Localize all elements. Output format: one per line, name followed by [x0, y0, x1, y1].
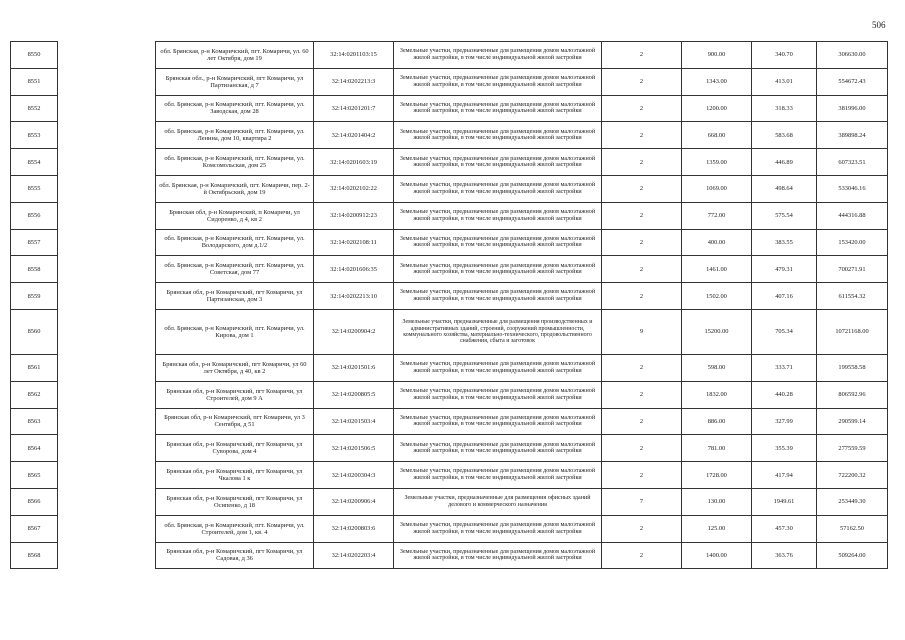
land-use-cell: Земельные участки, предназначенные для размещения домов малоэтажной жилой застройки, в том числе индивидуальной жилой застройки — [394, 542, 602, 569]
row-number-cell: 8551 — [11, 68, 58, 95]
cadastral-value-cell: 153420.00 — [817, 229, 888, 256]
spacer-cell — [58, 202, 156, 229]
spacer-cell — [58, 283, 156, 310]
land-use-cell: Земельные участки, предназначенные для размещения домов малоэтажной жилой застройки, в том числе индивидуальной жилой застройки — [394, 149, 602, 176]
table-row — [11, 202, 888, 229]
group-number-cell: 2 — [602, 202, 682, 229]
row-number-cell: 8550 — [11, 42, 58, 69]
land-use-cell: Земельные участки, предназначенные для размещения домов малоэтажной жилой застройки, в том числе индивидуальной жилой застройки — [394, 95, 602, 122]
cadastral-number-cell: 32:14:0201603:19 — [314, 149, 394, 176]
area-cell: 15200.00 — [682, 309, 752, 354]
address-cell: Брянская обл, р-н Комаричский, пгт Комаричи, ул Партизанская, дом 3 — [156, 283, 314, 310]
specific-value-cell: 705.34 — [752, 309, 817, 354]
address-cell: обл. Брянская, р-н Комаричский, пгт. Комаричи, пер. 2-й Октябрьский, дом 19 — [156, 175, 314, 202]
cadastral-number-cell: 32:14:0201501:6 — [314, 354, 394, 381]
group-number-cell: 2 — [602, 149, 682, 176]
land-use-cell: Земельные участки, предназначенные для размещения домов малоэтажной жилой застройки, в том числе индивидуальной жилой застройки — [394, 256, 602, 283]
address-cell: обл. Брянская, р-н Комаричский, пгт. Комаричи, ул. Кирова, дом 1 — [156, 309, 314, 354]
land-use-cell: Земельные участки, предназначенные для размещения домов малоэтажной жилой застройки, в том числе индивидуальной жилой застройки — [394, 122, 602, 149]
group-number-cell: 2 — [602, 229, 682, 256]
cadastral-number-cell: 32:14:0200803:6 — [314, 515, 394, 542]
cadastral-value-cell: 389898.24 — [817, 122, 888, 149]
page-number: 506 — [872, 20, 886, 30]
table-row — [11, 256, 888, 283]
table-row — [11, 354, 888, 381]
cadastral-number-cell: 32:14:0200904:2 — [314, 309, 394, 354]
cadastral-number-cell: 32:14:0202102:22 — [314, 175, 394, 202]
group-number-cell: 2 — [602, 435, 682, 462]
land-use-cell: Земельные участки, предназначенные для размещения домов малоэтажной жилой застройки, в том числе индивидуальной жилой застройки — [394, 283, 602, 310]
row-number-cell: 8558 — [11, 256, 58, 283]
row-number-cell: 8556 — [11, 202, 58, 229]
table-row — [11, 42, 888, 69]
land-use-cell: Земельные участки, предназначенные для размещения домов малоэтажной жилой застройки, в том числе индивидуальной жилой застройки — [394, 435, 602, 462]
group-number-cell: 2 — [602, 68, 682, 95]
cadastral-number-cell: 32:14:0200906:4 — [314, 488, 394, 515]
row-number-cell: 8562 — [11, 381, 58, 408]
row-number-cell: 8564 — [11, 435, 58, 462]
address-cell: Брянская обл, р-н Комаричский, пгт Комаричи, ул Чкалова 1 к — [156, 462, 314, 489]
address-cell: обл. Брянская, р-н Комаричский, пгт. Комаричи, ул. Заводская, дом 28 — [156, 95, 314, 122]
address-cell: обл. Брянская, р-н Комаричский, пгт. Комаричи, ул. 60 лет Октября, дом 19 — [156, 42, 314, 69]
row-number-cell: 8557 — [11, 229, 58, 256]
area-cell: 1400.00 — [682, 542, 752, 569]
spacer-cell — [58, 435, 156, 462]
cadastral-value-cell: 611554.32 — [817, 283, 888, 310]
row-number-cell: 8555 — [11, 175, 58, 202]
table-row — [11, 175, 888, 202]
specific-value-cell: 383.55 — [752, 229, 817, 256]
row-number-cell: 8554 — [11, 149, 58, 176]
specific-value-cell: 479.31 — [752, 256, 817, 283]
area-cell: 130.00 — [682, 488, 752, 515]
land-use-cell: Земельные участки, предназначенные для размещения домов малоэтажной жилой застройки, в том числе индивидуальной жилой застройки — [394, 175, 602, 202]
group-number-cell: 2 — [602, 408, 682, 435]
specific-value-cell: 575.54 — [752, 202, 817, 229]
address-cell: Брянская обл, р-н Комаричский, пгт Комаричи, ул Садовая, д 36 — [156, 542, 314, 569]
spacer-cell — [58, 175, 156, 202]
cadastral-number-cell: 32:14:0200304:3 — [314, 462, 394, 489]
table-row — [11, 408, 888, 435]
row-number-cell: 8563 — [11, 408, 58, 435]
cadastral-value-cell: 554672.43 — [817, 68, 888, 95]
cadastral-number-cell: 32:14:0201503:4 — [314, 408, 394, 435]
land-use-cell: Земельные участки, предназначенные для размещения домов малоэтажной жилой застройки, в том числе индивидуальной жилой застройки — [394, 408, 602, 435]
area-cell: 1343.00 — [682, 68, 752, 95]
land-use-cell: Земельные участки, предназначенные для размещения производственных и административных зданий, строений, сооружений промышленности, коммунального хозяйства, материально-технического, продовольственного снабжения, сбыта и заготовок — [394, 309, 602, 354]
area-cell: 772.00 — [682, 202, 752, 229]
spacer-cell — [58, 309, 156, 354]
group-number-cell: 2 — [602, 95, 682, 122]
table-row — [11, 229, 888, 256]
cadastral-value-cell: 700271.91 — [817, 256, 888, 283]
spacer-cell — [58, 42, 156, 69]
address-cell: Брянская обл, р-н Комаричский, пгт Комаричи, ул Осипенко, д 18 — [156, 488, 314, 515]
cadastral-value-cell: 253449.30 — [817, 488, 888, 515]
spacer-cell — [58, 542, 156, 569]
area-cell: 886.00 — [682, 408, 752, 435]
address-cell: Брянская обл, р-н Комаричский, пгт Комаричи, ул Строителей, дом 9 А — [156, 381, 314, 408]
cadastral-value-cell: 806592.96 — [817, 381, 888, 408]
spacer-cell — [58, 408, 156, 435]
land-use-cell: Земельные участки, предназначенные для размещения офисных зданий делового и коммерческого назначения — [394, 488, 602, 515]
address-cell: обл. Брянская, р-н Комаричский, пгт. Комаричи, ул. Строителей, дом 1, кв. 4 — [156, 515, 314, 542]
area-cell: 598.00 — [682, 354, 752, 381]
row-number-cell: 8552 — [11, 95, 58, 122]
area-cell: 900.00 — [682, 42, 752, 69]
group-number-cell: 2 — [602, 42, 682, 69]
table-body — [11, 42, 888, 569]
table-row — [11, 95, 888, 122]
spacer-cell — [58, 95, 156, 122]
specific-value-cell: 457.30 — [752, 515, 817, 542]
group-number-cell: 2 — [602, 515, 682, 542]
row-number-cell: 8568 — [11, 542, 58, 569]
row-number-cell: 8559 — [11, 283, 58, 310]
specific-value-cell: 413.01 — [752, 68, 817, 95]
spacer-cell — [58, 462, 156, 489]
area-cell: 1728.00 — [682, 462, 752, 489]
cadastral-number-cell: 32:14:0201201:7 — [314, 95, 394, 122]
address-cell: обл. Брянская, р-н Комаричский, пгт. Комаричи, ул. Советская, дом 77 — [156, 256, 314, 283]
area-cell: 1502.00 — [682, 283, 752, 310]
cadastral-number-cell: 32:14:0201606:35 — [314, 256, 394, 283]
group-number-cell: 2 — [602, 462, 682, 489]
group-number-cell: 2 — [602, 542, 682, 569]
address-cell: Брянская обл., р-н Комаричский, пгт Комаричи, ул Партизанская, д 7 — [156, 68, 314, 95]
spacer-cell — [58, 68, 156, 95]
cadastral-number-cell: 32:14:0201103:15 — [314, 42, 394, 69]
spacer-cell — [58, 354, 156, 381]
row-number-cell: 8560 — [11, 309, 58, 354]
land-use-cell: Земельные участки, предназначенные для размещения домов малоэтажной жилой застройки, в том числе индивидуальной жилой застройки — [394, 68, 602, 95]
specific-value-cell: 583.68 — [752, 122, 817, 149]
group-number-cell: 2 — [602, 381, 682, 408]
land-use-cell: Земельные участки, предназначенные для размещения домов малоэтажной жилой застройки, в том числе индивидуальной жилой застройки — [394, 462, 602, 489]
group-number-cell: 2 — [602, 354, 682, 381]
spacer-cell — [58, 381, 156, 408]
area-cell: 1359.00 — [682, 149, 752, 176]
row-number-cell: 8553 — [11, 122, 58, 149]
cadastral-number-cell: 32:14:0202108:11 — [314, 229, 394, 256]
spacer-cell — [58, 256, 156, 283]
specific-value-cell: 327.99 — [752, 408, 817, 435]
cadastral-value-cell: 57162.50 — [817, 515, 888, 542]
table-row — [11, 122, 888, 149]
area-cell: 668.00 — [682, 122, 752, 149]
cadastral-value-cell: 444316.88 — [817, 202, 888, 229]
cadastral-value-cell: 10721168.00 — [817, 309, 888, 354]
cadastral-number-cell: 32:14:0201506:5 — [314, 435, 394, 462]
specific-value-cell: 355.39 — [752, 435, 817, 462]
land-use-cell: Земельные участки, предназначенные для размещения домов малоэтажной жилой застройки, в том числе индивидуальной жилой застройки — [394, 381, 602, 408]
cadastral-value-cell: 290599.14 — [817, 408, 888, 435]
row-number-cell: 8566 — [11, 488, 58, 515]
cadastral-number-cell: 32:14:0200805:5 — [314, 381, 394, 408]
group-number-cell: 9 — [602, 309, 682, 354]
table-row — [11, 149, 888, 176]
specific-value-cell: 1949.61 — [752, 488, 817, 515]
area-cell: 1069.00 — [682, 175, 752, 202]
table-row — [11, 488, 888, 515]
table-row — [11, 515, 888, 542]
land-use-cell: Земельные участки, предназначенные для размещения домов малоэтажной жилой застройки, в том числе индивидуальной жилой застройки — [394, 202, 602, 229]
land-use-cell: Земельные участки, предназначенные для размещения домов малоэтажной жилой застройки, в том числе индивидуальной жилой застройки — [394, 354, 602, 381]
cadastral-number-cell: 32:14:0202213:3 — [314, 68, 394, 95]
address-cell: Брянская обл, р-н Комаричский, п Комаричи, ул Сидоренко, д 4, кв 2 — [156, 202, 314, 229]
cadastral-number-cell: 32:14:0202203:4 — [314, 542, 394, 569]
address-cell: Брянская обл, р-н Комаричский, пгт Комаричи, ул Суворова, дом 4 — [156, 435, 314, 462]
specific-value-cell: 340.70 — [752, 42, 817, 69]
cadastral-number-cell: 32:14:0201404:2 — [314, 122, 394, 149]
area-cell: 1832.00 — [682, 381, 752, 408]
address-cell: Брянская обл, р-н Комаричский, пгт Комаричи, ул 60 лет Октября, д 40, кв 2 — [156, 354, 314, 381]
group-number-cell: 7 — [602, 488, 682, 515]
group-number-cell: 2 — [602, 283, 682, 310]
specific-value-cell: 440.28 — [752, 381, 817, 408]
table-row — [11, 435, 888, 462]
address-cell: обл. Брянская, р-н Комаричский, пгт. Комаричи, ул. Комсомольская, дом 25 — [156, 149, 314, 176]
cadastral-value-cell: 199558.58 — [817, 354, 888, 381]
spacer-cell — [58, 488, 156, 515]
land-use-cell: Земельные участки, предназначенные для размещения домов малоэтажной жилой застройки, в том числе индивидуальной жилой застройки — [394, 229, 602, 256]
table-row — [11, 381, 888, 408]
row-number-cell: 8565 — [11, 462, 58, 489]
area-cell: 781.00 — [682, 435, 752, 462]
land-use-cell: Земельные участки, предназначенные для размещения домов малоэтажной жилой застройки, в том числе индивидуальной жилой застройки — [394, 515, 602, 542]
area-cell: 1200.00 — [682, 95, 752, 122]
cadastral-value-cell: 381996.00 — [817, 95, 888, 122]
specific-value-cell: 363.76 — [752, 542, 817, 569]
row-number-cell: 8567 — [11, 515, 58, 542]
spacer-cell — [58, 229, 156, 256]
row-number-cell: 8561 — [11, 354, 58, 381]
table-row — [11, 542, 888, 569]
address-cell: Брянская обл, р-н Комаричский, пгт Комаричи, ул 3 Сентября, д 51 — [156, 408, 314, 435]
group-number-cell: 2 — [602, 256, 682, 283]
area-cell: 400.00 — [682, 229, 752, 256]
specific-value-cell: 417.94 — [752, 462, 817, 489]
specific-value-cell: 318.33 — [752, 95, 817, 122]
specific-value-cell: 446.89 — [752, 149, 817, 176]
group-number-cell: 2 — [602, 122, 682, 149]
spacer-cell — [58, 515, 156, 542]
table-row — [11, 283, 888, 310]
specific-value-cell: 333.71 — [752, 354, 817, 381]
cadastral-value-cell: 533046.16 — [817, 175, 888, 202]
address-cell: обл. Брянская, р-н Комаричский, пгт. Комаричи, ул. Ленина, дом 10, квартира 2 — [156, 122, 314, 149]
specific-value-cell: 498.64 — [752, 175, 817, 202]
specific-value-cell: 407.16 — [752, 283, 817, 310]
cadastral-value-cell: 607323.51 — [817, 149, 888, 176]
table-row — [11, 462, 888, 489]
address-cell: обл. Брянская, р-н Комаричский, пгт. Комаричи, ул. Володарского, дом д.1/2 — [156, 229, 314, 256]
cadastral-value-table — [10, 41, 888, 569]
area-cell: 1461.00 — [682, 256, 752, 283]
table-row — [11, 309, 888, 354]
spacer-cell — [58, 149, 156, 176]
cadastral-value-cell: 509264.00 — [817, 542, 888, 569]
cadastral-value-cell: 277559.59 — [817, 435, 888, 462]
table-row — [11, 68, 888, 95]
group-number-cell: 2 — [602, 175, 682, 202]
cadastral-value-cell: 722200.32 — [817, 462, 888, 489]
land-use-cell: Земельные участки, предназначенные для размещения домов малоэтажной жилой застройки, в том числе индивидуальной жилой застройки — [394, 42, 602, 69]
cadastral-value-cell: 306630.00 — [817, 42, 888, 69]
cadastral-number-cell: 32:14:0202213:10 — [314, 283, 394, 310]
cadastral-number-cell: 32:14:0200912:23 — [314, 202, 394, 229]
area-cell: 125.00 — [682, 515, 752, 542]
spacer-cell — [58, 122, 156, 149]
